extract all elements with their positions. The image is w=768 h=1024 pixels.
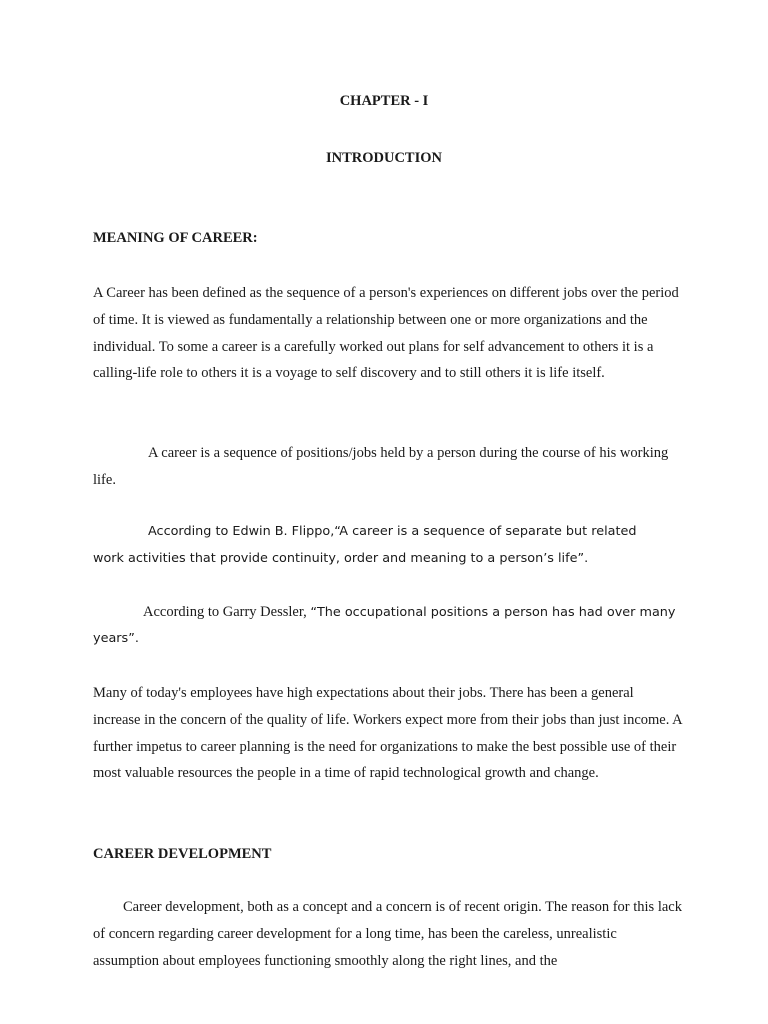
career-development-heading: CAREER DEVELOPMENT: [93, 846, 272, 862]
flippo-quote-line-1: According to Edwin B. Flippo,“A career is a sequence of separate but related: [148, 524, 637, 539]
flippo-quote-line-2: work activities that provide continuity, order and meaning to a person’s life”.: [93, 551, 589, 566]
section-title: INTRODUCTION: [325, 150, 442, 166]
definition-paragraph: A Career has been defined as the sequence of a person's experiences on different jobs over the period of time. It is viewed as fundamentally a relationship between one or more organizations and the individual. To some a career is a carefully worked out plans for self advancement to others it is a calling-life role to others it is a voyage to self discovery and to still others it is life itself.: [93, 285, 679, 382]
dessler-attribution: According to Garry Dessler,: [143, 604, 311, 620]
chapter-title: CHAPTER - I: [339, 93, 429, 109]
dessler-quote-text: “The occupational positions a person has had over many: [310, 605, 676, 620]
dessler-quote-line-1: [143, 604, 675, 621]
expectations-paragraph: Many of today's employees have high expectations about their jobs. There has been a general increase in the concern of the quality of life. Workers expect more from their jobs than just income. A further impetus to career planning is the need for organizations to make the best possible use of their most valuable resources the people in a time of rapid technological growth and change.: [93, 685, 682, 782]
meaning-heading: MEANING OF CAREER:: [93, 230, 258, 246]
career-development-paragraph: Career development, both as a concept and a concern is of recent origin. The reason for this lack of concern regarding career development for a long time, has been the careless, unrealistic assumption about employees functioning smoothly along the right lines, and the: [93, 899, 682, 969]
sequence-paragraph: A career is a sequence of positions/jobs held by a person during the course of his working life.: [93, 445, 669, 488]
dessler-quote-line-2: years”.: [93, 631, 139, 646]
